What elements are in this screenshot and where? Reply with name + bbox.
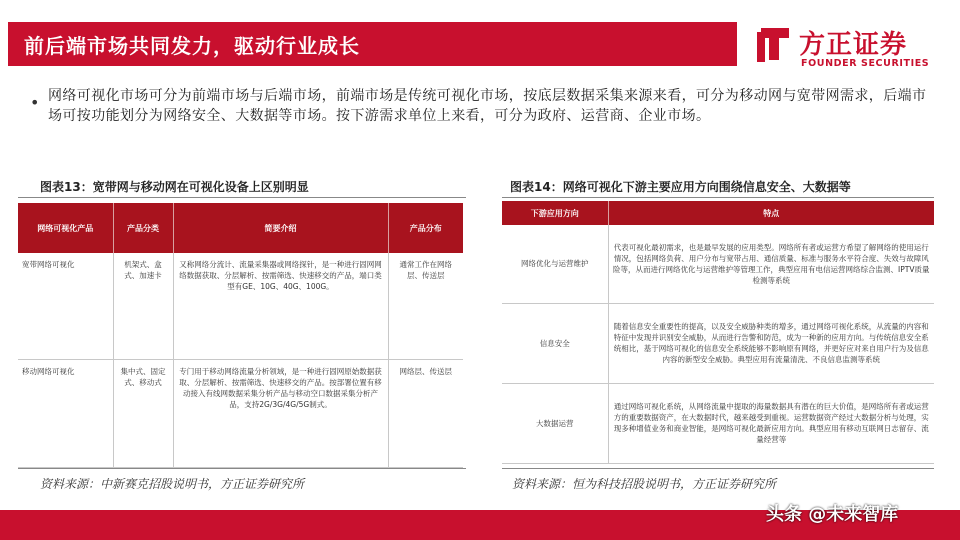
right-cell-direction: 网络优化与运营维护 xyxy=(502,225,608,303)
left-cell-distribution: 网络层、传送层 xyxy=(388,359,463,467)
right-cell-direction: 大数据运营 xyxy=(502,383,608,463)
left-header-intro: 简要介绍 xyxy=(173,203,388,253)
right-cell-feature: 通过网络可视化系统，从网络流量中提取的海量数据具有潜在的巨大价值，是网络所有者或运营方的重要数据资产，在大数据时代，越来越受到重视。运营数据资产经过大数据分析与处理，实现多种增值业务和商业智能，是网络可视化最新应用方向。典型应用有移动互联网日志留存、流量经营等 xyxy=(608,383,934,463)
left-table-header-row xyxy=(18,203,463,253)
right-header-feature: 特点 xyxy=(608,201,934,225)
logo-chinese-name: 方正证券 xyxy=(799,30,908,60)
left-source-note: 资料来源：中新赛克招股说明书，方正证券研究所 xyxy=(40,477,305,491)
left-header-category: 产品分类 xyxy=(113,203,173,253)
table-row xyxy=(502,225,934,303)
left-cell-product: 宽带网络可视化 xyxy=(18,253,113,359)
table-row xyxy=(502,303,934,383)
left-cell-category: 集中式、固定式、移动式 xyxy=(113,359,173,467)
left-cell-product: 移动网络可视化 xyxy=(18,359,113,467)
right-bottom-rule xyxy=(502,468,934,469)
right-source-note: 资料来源：恒为科技招股说明书，方正证券研究所 xyxy=(512,477,777,491)
table-row xyxy=(502,383,934,463)
right-caption-rule xyxy=(502,197,934,198)
right-figure-caption: 图表14：网络可视化下游主要应用方向围绕信息安全、大数据等 xyxy=(510,180,851,194)
intro-paragraph: 网络可视化市场可分为前端市场与后端市场，前端市场是传统可视化市场，按底层数据采集来源来看，可分为移动网与宽带网需求，后端市场可按功能划分为网络安全、大数据等市场。按下游需求单位上来看，可分为政府、运营商、企业市场。 xyxy=(48,88,927,124)
founder-logo-icon xyxy=(755,24,795,64)
right-cell-feature: 代表可视化最初需求，也是最早发展的应用类型。网络所有者或运营方希望了解网络的使用运行情况，包括网络负荷、用户分布与宽带占用、通信质量、标准与服务水平符合度、失效与故障风险等，从而进行网络优化与运营维护等管理工作，典型应用有电信运营网络综合监测、IPTV质量检测等系统 xyxy=(608,225,934,303)
logo-english-name: FOUNDER SECURITIES xyxy=(801,58,930,69)
right-table xyxy=(502,201,934,464)
left-cell-category: 机架式、盒式、加速卡 xyxy=(113,253,173,359)
left-cell-distribution: 通常工作在网络层、传送层 xyxy=(388,253,463,359)
right-table-header-row xyxy=(502,201,934,225)
table-row xyxy=(18,253,463,359)
bullet-icon: • xyxy=(30,93,40,112)
left-cell-intro: 专门用于移动网络流量分析领域，是一种进行固网原始数据获取、分层解析、按需筛选、快速移交的产品。按部署位置有移动接入有线网数据采集分析产品与移动空口数据采集分析产品，支持2G/3G/4G/5G制式。 xyxy=(173,359,388,467)
left-figure-caption: 图表13：宽带网与移动网在可视化设备上区别明显 xyxy=(40,180,309,194)
left-table xyxy=(18,203,463,468)
right-cell-direction: 信息安全 xyxy=(502,303,608,383)
left-caption-rule xyxy=(18,197,466,198)
table-row xyxy=(18,359,463,467)
left-header-product: 网络可视化产品 xyxy=(18,203,113,253)
page-title: 前后端市场共同发力，驱动行业成长 xyxy=(24,34,360,58)
right-header-direction: 下游应用方向 xyxy=(502,201,608,225)
watermark: 头条 @未来智库 xyxy=(766,504,899,525)
left-bottom-rule xyxy=(18,468,466,469)
right-cell-feature: 随着信息安全重要性的提高，以及安全威胁种类的增多，通过网络可视化系统，从流量的内容和特征中发现并识别安全威胁，从而进行告警和防范，成为一种新的应用方向。与传统信息安全系统相比，基于网络可视化的信息安全系统能够不影响原有网络，并更好应对来自用户行为及信息内容的新型安全威胁。典型应用有流量清洗、不良信息监测等系统 xyxy=(608,303,934,383)
left-header-distribution: 产品分布 xyxy=(388,203,463,253)
company-logo xyxy=(755,24,955,74)
left-cell-intro: 又称网络分流计、流量采集器或网络探针，是一种进行固网网络数据获取、分层解析、按需筛选、快速移交的产品，端口类型有GE、10G、40G、100G。 xyxy=(173,253,388,359)
